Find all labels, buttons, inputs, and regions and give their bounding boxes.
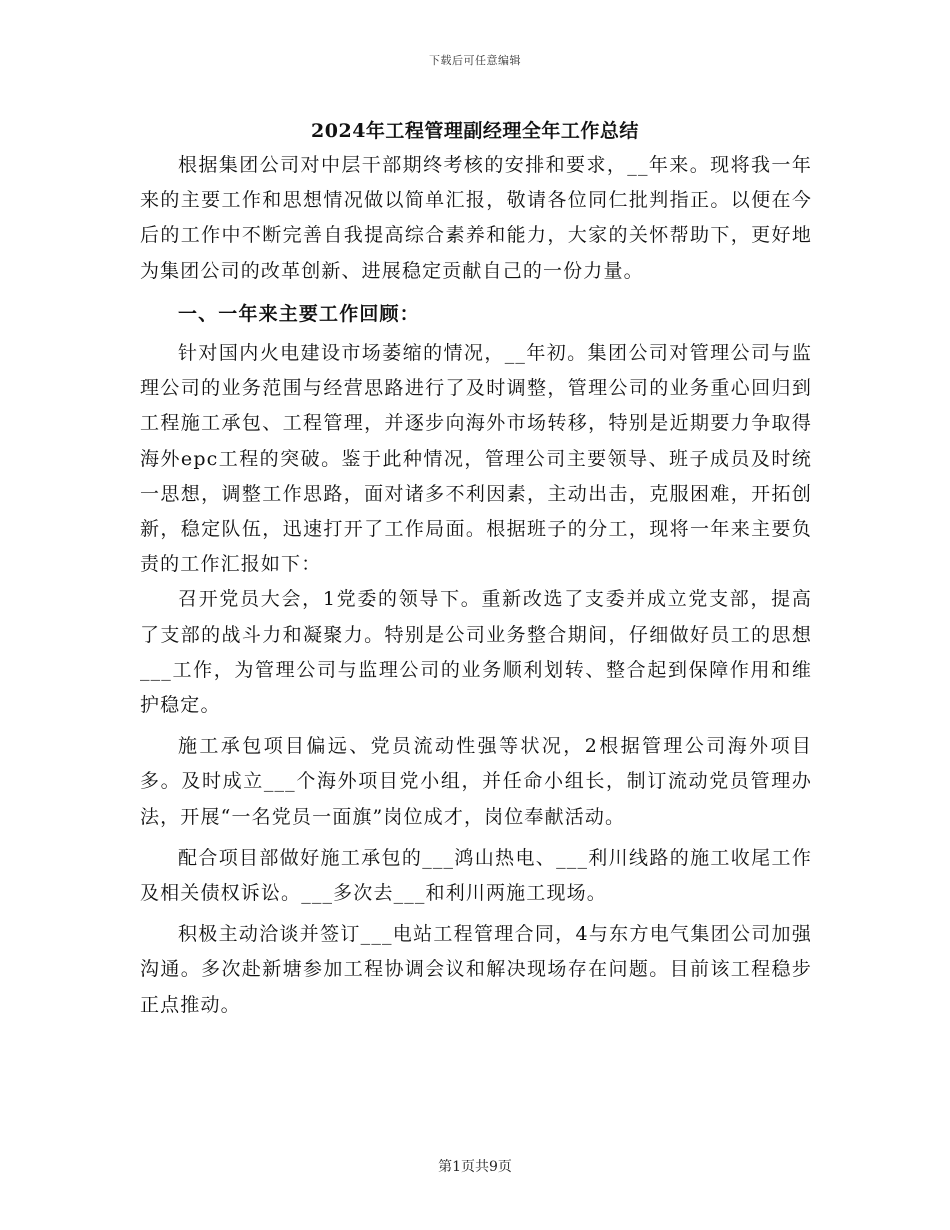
project-cooperation-paragraph: 配合项目部做好施工承包的___鸿山热电、___利川线路的施工收尾工作及相关债权诉讼。___多次去___和利川两施工现场。 [140,846,812,905]
review-paragraph: 针对国内火电建设市场萎缩的情况，__年初。集团公司对管理公司与监理公司的业务范围与经营思路进行了及时调整，管理公司的业务重心回归到工程施工承包、工程管理，并逐步向海外市场转移，特别是近期要力争取得海外epc工程的突破。鉴于此种情况，管理公司主要领导、班子成员及时统一思想，调整工作思路，面对诸多不利因素，主动出击，克服困难，开拓创新，稳定队伍，迅速打开了工作局面。根据班子的分工，现将一年来主要负责的工作汇报如下： [140,342,812,576]
section-heading: 一、一年来主要工作回顾： [178,302,420,325]
overseas-party-paragraph: 施工承包项目偏远、党员流动性强等状况，2根据管理公司海外项目多。及时成立___个海外项目党小组，并任命小组长，制订流动党员管理办法，开展“一名党员一面旗”岗位成才，岗位奉献活动。 [140,735,812,828]
header-note: 下载后可任意编辑 [429,54,521,67]
party-meeting-paragraph: 召开党员大会，1党委的领导下。重新改选了支委并成立党支部，提高了支部的战斗力和凝聚力。特别是公司业务整合期间，仔细做好员工的思想___工作，为管理公司与监理公司的业务顺利划转、整合起到保障作用和维护稳定。 [140,588,812,717]
document-body [140,148,812,1023]
contract-paragraph: 积极主动洽谈并签订___电站工程管理合同，4与东方电气集团公司加强沟通。多次赴新塘参加工程协调会议和解决现场存在问题。目前该工程稳步正点推动。 [140,923,812,1016]
intro-paragraph: 根据集团公司对中层干部期终考核的安排和要求，__年来。现将我一年来的主要工作和思想情况做以简单汇报，敬请各位同仁批判指正。以便在今后的工作中不断完善自我提高综合素养和能力，大家的关怀帮助下，更好地为集团公司的改革创新、进展稳定贡献自己的一份力量。 [140,154,812,282]
page-number: 第1页共9页 [438,1159,512,1175]
document-title: 2024年工程管理副经理全年工作总结 [311,120,639,142]
